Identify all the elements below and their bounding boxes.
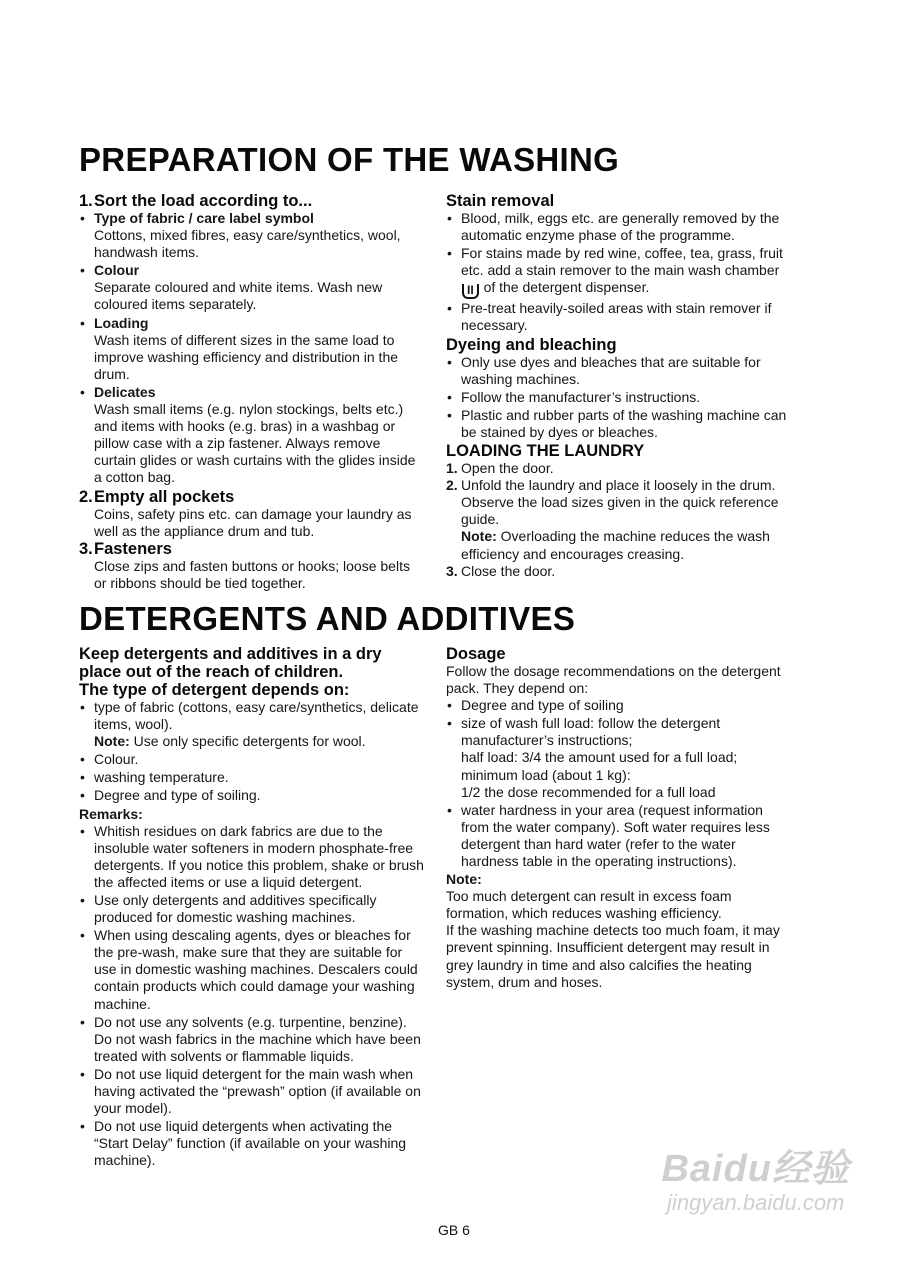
sort-list xyxy=(79,210,424,487)
list-item: • Use only detergents and additives specifically produced for domestic washing machines. xyxy=(79,892,424,926)
stain-list xyxy=(446,210,791,335)
remarks-list xyxy=(79,823,424,1170)
section-title-detergents: DETERGENTS AND ADDITIVES xyxy=(79,600,576,637)
preparation-left-column xyxy=(79,192,424,592)
remarks-heading: Remarks: xyxy=(79,805,143,822)
loading-note: Note: Overloading the machine reduces the wash efficiency and encourages creasing. xyxy=(461,528,770,562)
dosage-list xyxy=(446,697,791,870)
baidu-watermark xyxy=(661,1148,850,1216)
list-item: • Only use dyes and bleaches that are suitable for washing machines. xyxy=(446,354,791,388)
watermark-logo: Baidu经验 xyxy=(661,1148,850,1190)
list-item: • Colour Separate coloured and white items. Wash new coloured items separately. xyxy=(79,262,424,313)
loading-step-3: 3. Close the door. xyxy=(446,562,556,579)
list-item: • Whitish residues on dark fabrics are due to the insoluble water softeners in modern phosphate-free detergents. If you notice this problem, shake or brush the affected items or use a liquid detergent. xyxy=(79,823,424,891)
dosage-note-text-2: If the washing machine detects too much foam, it may prevent spinning. Insufficient detergent may result in grey laundry in time and also calcifies the heating system, drum and hoses. xyxy=(446,922,780,990)
dosage-note-text-1: Too much detergent can result in excess foam formation, which reduces washing efficiency. xyxy=(446,888,732,922)
watermark-url: jingyan.baidu.com xyxy=(667,1190,845,1215)
stain-removal-heading: Stain removal xyxy=(446,192,555,210)
loading-heading: LOADING THE LAUNDRY xyxy=(446,442,645,461)
list-item: • Colour. xyxy=(79,751,424,768)
fasteners-text: Close zips and fasten buttons or hooks; loose belts or ribbons should be tied together. xyxy=(94,557,410,591)
sort-heading: 1. Sort the load according to... xyxy=(79,192,313,210)
dosage-intro: Follow the dosage recommendations on the detergent pack. They depend on: xyxy=(446,663,781,697)
dyeing-heading: Dyeing and bleaching xyxy=(446,335,617,354)
pockets-text: Coins, safety pins etc. can damage your laundry as well as the appliance drum and tub. xyxy=(94,505,412,539)
loading-step-2: 2. Unfold the laundry and place it loosely in the drum. Observe the load sizes given in the quick reference guide. Note: Overloading the machine reduces the wash efficiency and encourages creasing. xyxy=(446,477,791,562)
list-item: • washing temperature. xyxy=(79,769,424,786)
dosage-heading: Dosage xyxy=(446,645,506,663)
detergent-type-heading: The type of detergent depends on: xyxy=(79,681,350,699)
loading-step-1: 1. Open the door. xyxy=(446,460,554,477)
list-item: • Type of fabric / care label symbol Cottons, mixed fibres, easy care/synthetics, wool, handwash items. xyxy=(79,210,424,261)
list-item: • Degree and type of soiling xyxy=(446,697,791,714)
list-item: • Loading Wash items of different sizes in the same load to improve washing efficiency and distribution in the drum. xyxy=(79,315,424,383)
list-item: • Degree and type of soiling. xyxy=(79,787,424,804)
safety-warning: Keep detergents and additives in a dry place out of the reach of children. xyxy=(79,645,382,681)
list-item: • Follow the manufacturer’s instructions. xyxy=(446,389,791,406)
list-item: • water hardness in your area (request information from the water company). Soft water requires less detergent than hard water (refer to the water hardness table in the operating instructions). xyxy=(446,802,791,870)
list-item: • type of fabric (cottons, easy care/synthetics, delicate items, wool). Note: Use only specific detergents for wool. xyxy=(79,699,424,750)
list-item: • Blood, milk, eggs etc. are generally removed by the automatic enzyme phase of the programme. xyxy=(446,210,791,244)
list-item: • Delicates Wash small items (e.g. nylon stockings, belts etc.) and items with hooks (e.g. bras) in a washbag or pillow case with a zip fastener. Always remove curtain glides or wash curtains with the glides inside a cotton bag. xyxy=(79,384,424,487)
list-item: • Do not use any solvents (e.g. turpentine, benzine). Do not wash fabrics in the machine which have been treated with solvents or flammable liquids. xyxy=(79,1014,424,1065)
main-wash-chamber-icon: II xyxy=(462,284,479,299)
dyeing-list xyxy=(446,354,791,441)
page-number: GB 6 xyxy=(438,1222,470,1238)
detergent-type-list xyxy=(79,699,424,805)
list-item: • Pre-treat heavily-soiled areas with stain remover if necessary. xyxy=(446,300,791,334)
list-item: • Plastic and rubber parts of the washing machine can be stained by dyes or bleaches. xyxy=(446,407,791,441)
list-item: • Do not use liquid detergent for the main wash when having activated the “prewash” option (if available on your model). xyxy=(79,1066,424,1117)
list-item: • size of wash full load: follow the detergent manufacturer’s instructions; half load: 3/4 the amount used for a full load; minimum load (about 1 kg): 1/2 the dose recommended for a full load xyxy=(446,715,791,800)
fasteners-heading: 3. Fasteners xyxy=(79,539,172,558)
preparation-right-column xyxy=(446,192,791,580)
detergents-right-column xyxy=(446,645,791,991)
list-item: • For stains made by red wine, coffee, tea, grass, fruit etc. add a stain remover to the main wash chamber II of the detergent dispenser. xyxy=(446,245,791,299)
list-item: • Do not use liquid detergents when activating the “Start Delay” function (if available on your washing machine). xyxy=(79,1118,424,1169)
pockets-heading: 2. Empty all pockets xyxy=(79,487,235,506)
dosage-note-heading: Note: xyxy=(446,871,482,888)
detergents-left-column xyxy=(79,645,424,1170)
section-title-preparation: PREPARATION OF THE WASHING xyxy=(79,141,620,178)
list-item: • When using descaling agents, dyes or bleaches for the pre-wash, make sure that they are suitable for use in domestic washing machines. Descalers could contain products which could damage your washing machine. xyxy=(79,927,424,1012)
